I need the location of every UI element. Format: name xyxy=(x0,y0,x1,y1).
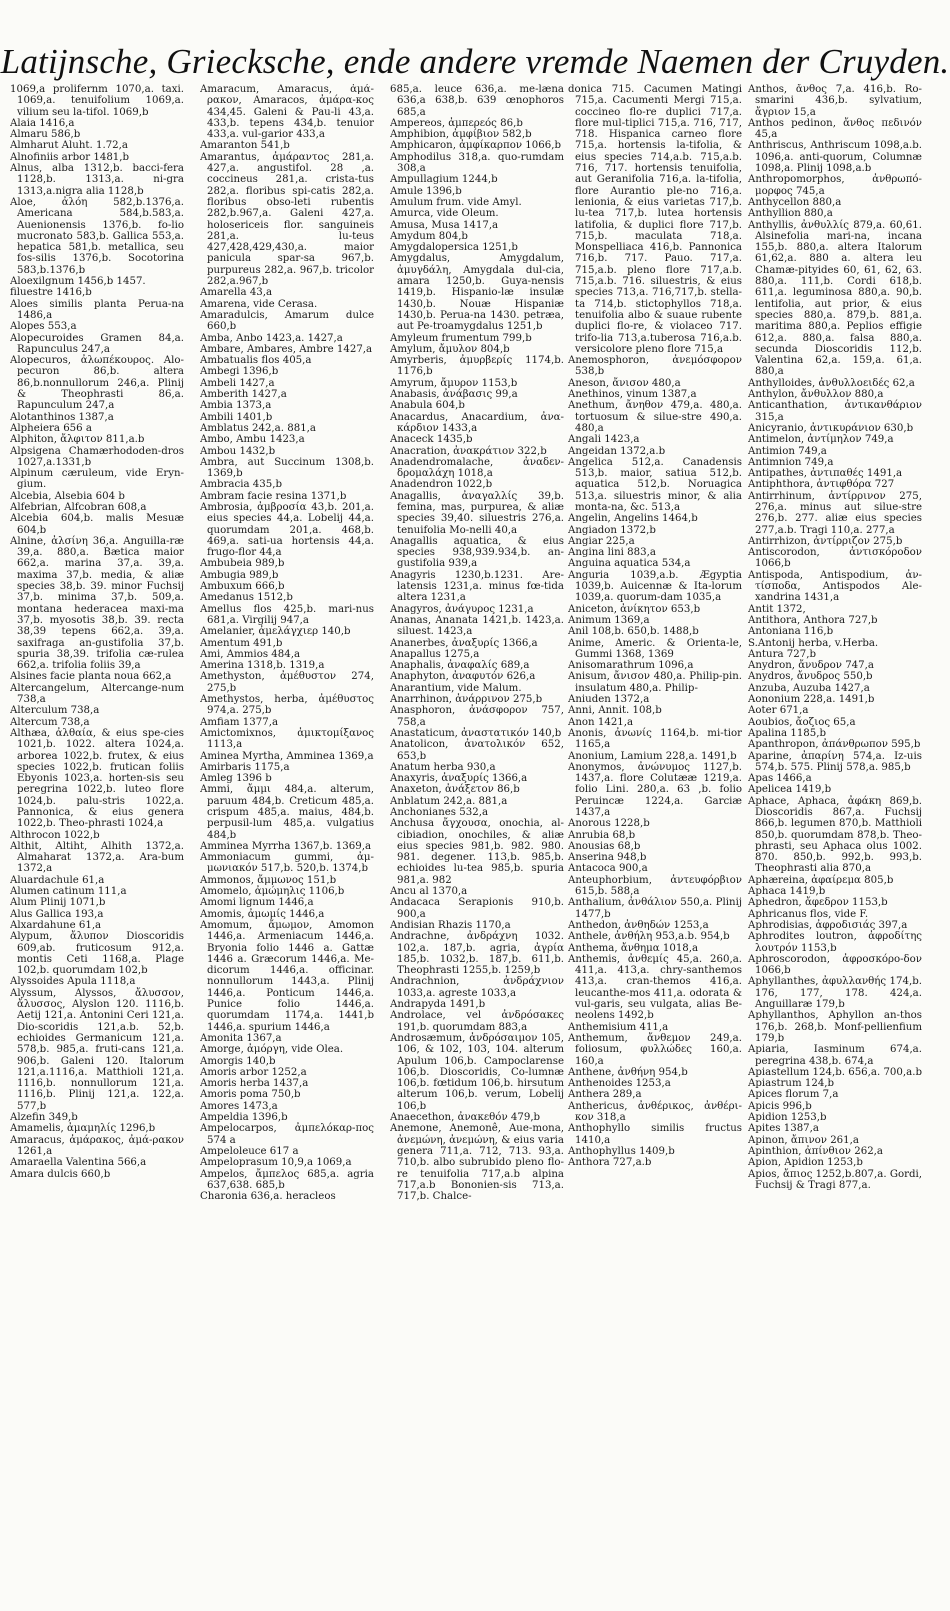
index-entry: Charonia 636,a. heracleos xyxy=(200,1191,336,1203)
index-entry: Alpinum cæruleum, vide Eryn-gium. xyxy=(10,468,184,491)
index-entry: Aniceton, ἀνίκητον 653,b xyxy=(568,603,701,615)
index-entry: Alyssoides Apula 1118,a xyxy=(10,976,136,988)
index-entry: Ambo, Ambu 1423,a xyxy=(200,434,305,446)
index-entry: Anorous 1228,b xyxy=(568,818,650,830)
index-entry: Amfiam 1377,a xyxy=(200,716,279,728)
index-entry: Aphricanus flos, vide F. xyxy=(748,908,869,920)
index-entry: Antimelon, ἀντίμηλον 749,a xyxy=(748,434,894,446)
index-entry: Anrubia 68,b xyxy=(568,829,636,841)
index-entry: Amethyston, ἀμέθυστον 274, 275,b xyxy=(200,671,374,694)
index-entry: Amarella 43,a xyxy=(200,287,273,299)
index-entry: Alfebrian, Alfcobran 608,a xyxy=(10,501,147,513)
index-entry: Aminea Myrtha, Amminea 1369,a xyxy=(200,750,374,762)
index-entry: Aparine, ἀπαρίνη 574,a. Iz-uis 574,b. 575. Plinij 578,a. 985,b xyxy=(748,750,922,773)
index-entry: Aphroscorodon, ἀφροσκόρο-δον 1066,b xyxy=(748,953,922,977)
index-entry: Amentum 491,b xyxy=(200,637,283,649)
index-entry: Amorgis 140,b xyxy=(200,1055,276,1067)
index-entry: Amerina 1318,b. 1319,a xyxy=(200,660,325,672)
index-entry: Antiphthora, ἀντιφθόρα 727 xyxy=(748,479,895,491)
index-entry: Alcebia 604,b. malis Mesuæ 604,b xyxy=(10,513,184,536)
index-entry: Ambatualis flos 405,a xyxy=(200,355,312,367)
index-entry: Antithora, Anthora 727,b xyxy=(748,614,878,626)
index-entry: Amurca, vide Oleum. xyxy=(390,208,499,220)
index-entry: Anaxyris, ἀναξυρίς 1366,a xyxy=(390,773,528,785)
index-entry: Andacaca Serapionis 910,b. 900,a xyxy=(390,897,564,920)
index-entry: 1069,a prolifernm 1070,a. taxi. 1069,a. tenuifolium 1069,a. vilium seu la-tifol. 1069,b xyxy=(10,84,184,118)
index-entry: Anousias 68,b xyxy=(568,840,641,852)
index-entry: Anarantium, vide Malum. xyxy=(390,682,522,694)
index-entry: Alxardahune 61,a xyxy=(10,919,102,931)
index-entry: Anthophyllus 1409,b xyxy=(568,1145,675,1157)
index-entry: donica 715. Cacumen Matingi 715,a. Cacumenti Mergi 715,a. coccineo flo-re duplici 717,a. flore mul-tiplici 715,a. 716, 717, 718. Hispanica carneo flore 715,a. hortensis la-tifolia, & eius species 714,a.b. 715,a.b. 716, 717. hortensis tenuifolia, aut Geranifolia 716,a. la-tifolia, flore Aurantio ple-no 716,a. lenionia, & eius varietas 717,b. lu-tea 717,b. lutea hortensis latifolia, & duplici flore 717,b. 715,b. maculata 718,a. Monspelliaca 416,b. Pannonica 716,b. 717. Pauo. 717,a. 715,a.b. pleno flore 717,a.b. 715,a.b. 716. siluestris, & eius species 713,a. 716,717,b. stella-ta 714,b. stictophyllos 718,a. tenuifolia albo & suaue rubente duplici flo-re, & violaceo 717. trifo-lia 713,a.tuberosa 716,a.b. versicolore pleno flore 715,a xyxy=(568,84,742,355)
index-entry: Alnine, ἀλσίνη 36,a. Anguilla-ræ 39,a. 880,a. Bætica maior 662,a. marina 37,a. 39,a. maxima 37,b. media, & aliæ species 38,b. 39. minor Fuchsij 37,b. minima 37,b. 509,a. montana hederacea maxi-ma 37,b. myosotis 38,b. 39. recta 38,39 tepens 662,a. 39,a. saxifraga an-gustifolia 37,b. spuria 38,39. trifolia cæ-rulea 662,a. trifolia foliis 39,a xyxy=(10,535,184,672)
index-entry: Angina lini 883,a xyxy=(568,547,656,559)
index-entry: Anonymos, ἀνώνυμος 1127,b. 1437,a. flore Colutææ 1219,a. folio Lini. 280,a. 63 ,b. folio Peruincæ 1224,a. Garciæ 1437,a xyxy=(568,761,742,818)
index-entry: Anabasis, ἀνάβασις 99,a xyxy=(390,389,518,401)
index-entry: Aneson, ἄνισον 480,a xyxy=(568,377,681,389)
index-entry: Amphodilus 318,a. quo-rumdam 308,a xyxy=(390,151,564,175)
index-entry: Anil 108,b. 650,b. 1488,b xyxy=(568,626,699,638)
index-entry: Anguria 1039,a.b. Ægyptia 1039,b. Auicennæ & Ita-lorum 1039,a. quorum-dam 1035,a xyxy=(568,569,742,604)
index-entry: Anthenoides 1253,a xyxy=(568,1078,671,1090)
index-entry: Anaxeton, ἀνάξετον 86,b xyxy=(390,784,520,796)
index-entry: Animum 1369,a xyxy=(568,614,650,626)
index-entry: Alpsigena Chamærhododen-dros 1027,a.1331,b xyxy=(10,445,184,468)
index-entry: Anthema, ἄνθημα 1018,a xyxy=(568,942,699,954)
index-entry: Anthophyllo similis fructus 1410,a xyxy=(568,1123,742,1146)
index-entry: Anguina aquatica 534,a xyxy=(568,558,691,570)
index-entry: Anadendromalache, ἀναδεν-δρομαλάχη 1018,a xyxy=(390,456,564,480)
index-entry: Anchusa ἄγχουσα, onochia, al-cibiadion, onochiles, & aliæ eius species 981,b. 982. 980. 981. degener. 113,b. 985,b. echioides lu-tea 985,b. spuria 981,a. 982 xyxy=(390,818,564,886)
index-entry: Anonium, Lamium 228,a. 1491,b xyxy=(568,750,737,762)
index-entry: Aluardachule 61,a xyxy=(10,874,105,886)
index-entry: Amedanus 1512,b xyxy=(200,592,293,604)
index-entry: Amoris herba 1437,a xyxy=(200,1078,309,1090)
index-entry: Anthos pedinon, ἄνθος πεδινόν 45,a xyxy=(748,117,922,141)
index-entry: Antipathes, ἀντιπαθές 1491,a xyxy=(748,468,903,480)
index-entry: Angiar 225,a xyxy=(568,535,635,547)
index-entry: Amictomixnos, ἀμικτομίξανος 1113,a xyxy=(200,727,374,751)
index-entry: Althit, Altiht, Alhith 1372,a. Almaharat 1372,a. Ara-bum 1372,a xyxy=(10,840,184,875)
index-entry: Aloes similis planta Perua-na 1486,a xyxy=(10,298,184,321)
index-entry: Apanthropon, ἀπάνθρωπον 595,b xyxy=(748,739,921,751)
index-entry: Ampelocarpos, ἀμπελόκαρ-πος 574 a xyxy=(200,1123,374,1146)
index-entry: Anthemisium 411,a xyxy=(568,1021,669,1033)
index-entry: Angali 1423,a xyxy=(568,434,640,446)
index-entry: Apiastrum 124,b xyxy=(748,1078,835,1090)
index-entry: Amoris poma 750,b xyxy=(200,1089,301,1101)
index-entry: Anacration, ἀνακράτιον 322,b xyxy=(390,445,547,457)
index-entry: Anserina 948,b xyxy=(568,852,647,864)
index-entry: Amygdalopersica 1251,b xyxy=(390,242,518,254)
index-entry: Anthylloides, ἀνθυλλοειδές 62,a xyxy=(748,377,915,389)
index-entry: Amaracus, ἀμάρακος, ἀμά-ρακον 1261,a xyxy=(10,1134,184,1157)
index-entry: Anydros, ἄνυδρος 550,b xyxy=(748,671,873,683)
index-entry: Ambram facie resina 1371,b xyxy=(200,490,347,502)
index-entry: Apiastellum 124,b. 656,a. 700,a.b xyxy=(748,1066,922,1078)
index-entry: Ananas, Ananata 1421,b. 1423,a. siluest. 1423,a xyxy=(390,614,564,638)
index-entry: Apicis 996,b xyxy=(748,1100,812,1112)
index-entry: Amirbaris 1175,a xyxy=(200,761,290,773)
index-entry: Ambuxum 666,b xyxy=(200,581,285,593)
index-entry: Anthos, ἄνθος 7,a. 416,b. Ro-smarini 436,b. sylvatium, ἄγριον 15,a xyxy=(748,84,922,118)
index-entry: Amomi lignum 1446,a xyxy=(200,897,314,909)
index-entry: Antiscorodon, ἀντισκόροδον 1066,b xyxy=(748,547,922,570)
index-entry: Amblatus 242,a. 881,a xyxy=(200,422,316,434)
index-entry: Amamelis, ἀμαμηλίς 1296,b xyxy=(10,1123,156,1135)
index-entry: Alopes 553,a xyxy=(10,321,77,333)
index-entry: Amomelo, ἀμώμηλις 1106,b xyxy=(200,886,345,898)
index-column xyxy=(568,84,742,1602)
index-entry: Anaceck 1435,b xyxy=(390,434,473,446)
index-entry: Angiadon 1372,b xyxy=(568,524,656,536)
index-entry: Althrocon 1022,b xyxy=(10,829,100,841)
index-entry: Aoter 671,a xyxy=(748,705,809,717)
index-entry: Amleg 1396 b xyxy=(200,773,272,785)
index-entry: Alopecuroides Gramen 84,a. Rapunculus 247,a xyxy=(10,332,184,355)
index-entry: Alnus, alba 1312,b. bacci-fera 1128,b. 1313,a. ni-gra 1313,a.nigra alia 1128,b xyxy=(10,163,184,197)
index-entry: Ambubeia 989,b xyxy=(200,558,285,570)
index-entry: Anydron, ἄνυδρον 747,a xyxy=(748,660,874,672)
index-entry: Alpheiera 656 a xyxy=(10,422,92,434)
index-entry: Amule 1396,b xyxy=(390,185,462,197)
index-entry: Ammonos, ἄμμωνος 151,b xyxy=(200,874,337,886)
index-entry: Alyssum, Alyssos, ἄλυσσον, ἄλυσσος, Alyslon 120. 1116,b. Aetij 121,a. Antonini Ceri 121,a. Dio-scoridis 121,a.b. 52,b. echioides Germanicum 121,a. 578,b. 985,a. fruti-cans 121,a. 906,b. Galeni 120. Italorum 121,a.1116,a. Matthioli 121,a. 1116,b. nonnullorum 121,a. 1116,b. Plinij 121,a. 122,a. 577,b xyxy=(10,987,184,1112)
index-entry: Amaranton 541,b xyxy=(200,140,290,152)
index-entry: Amethystos, herba, ἀμέθυστος 974,a. 275,b xyxy=(200,694,374,717)
index-entry: Alterculum 738,a xyxy=(10,705,100,717)
index-entry: Anthemum, ἄνθεμον 249,a. foliosum, φυλλώδες 160,a. 160,a xyxy=(568,1032,742,1067)
index-entry: Apelicea 1419,b xyxy=(748,784,832,796)
index-entry: Andrapyda 1491,b xyxy=(390,999,486,1011)
index-entry: Anthora 727,a.b xyxy=(568,1157,652,1169)
index-entry: Anthemis, ἀνθεμίς 45,a. 260,a. 411,a. 413,a. chry-santhemos 413,a. cran-themos 416,a. leucanthe-mos 411,a. odorata & vul-garis, seu vulgata, alias Be-neolens 1492,b xyxy=(568,953,742,1022)
index-entry: Anthycellon 880,a xyxy=(748,196,842,208)
index-entry: Anethum, ἄνηθον 479,a. 480,a. tortuosum & silue-stre 490,a. 480,a xyxy=(568,400,742,434)
index-entry: Amomum, ἄμωμον, Amomon 1446,a. Armeniacum 1446,a. Bryonia folio 1446 a. Gattæ 1446 a. Græcorum 1446,a. Me-dicorum 1446,a. officinar. nonnullorum 1443,a. Plinij 1446,a. Ponticum 1446,a. Punice folio 1446,a. quorumdam 1174,a. 1441,b 1446,a. spurium 1446,a xyxy=(200,919,374,1033)
index-entry: Amaracum, Amaracus, ἀμά-ρακον, Amaracos, ἀμάρα-κος 434,45. Galeni & Pau-li 43,a. 433,b. tepens 434,b. tenuior 433,a. vul-garior 433,a xyxy=(200,84,374,141)
index-entry: Ampereos, ἀμπερεός 86,b xyxy=(390,117,523,129)
index-entry: Aphrodisias, ἀφροδισιάς 397,a xyxy=(748,919,908,931)
index-entry: Almaru 586,b xyxy=(10,129,81,141)
index-entry: Ampelos, ἄμπελος 685,a. agria 637,638. 685,b xyxy=(200,1168,374,1191)
index-entry: Amydum 804,b xyxy=(390,230,468,242)
index-entry: Aloe, ἀλόη 582,b.1376,a. Americana 584,b.583,a. Auenionensis 1376,b. fo-lio mucronato 583,b. Gallica 553,a. hepatica 581,b. metallica, seu fos-silis 1376,b. Socotorina 583,b.1376,b xyxy=(10,196,184,276)
index-entry: Ambugia 989,b xyxy=(200,569,279,581)
index-entry: Alus Gallica 193,a xyxy=(10,908,104,920)
index-entry: Anon 1421,a xyxy=(568,716,634,728)
index-entry: Ambegi 1396,b xyxy=(200,366,279,378)
index-entry: Anthyllion 880,a xyxy=(748,208,833,220)
index-entry: Ambare, Ambares, Ambre 1427,a xyxy=(200,343,373,355)
index-entry: Androlace, vel ἀνδρόσακες 191,b. quorumdam 883,a xyxy=(390,1010,564,1033)
index-entry: Alnofiniis arbor 1481,b xyxy=(10,151,130,163)
index-entry: Apites 1387,a xyxy=(748,1123,819,1135)
index-entry: Aononium 228,a. 1491,b xyxy=(748,694,875,706)
index-entry: Anemosphoron, ἀνεμόσφορον 538,b xyxy=(568,355,742,378)
index-entry: Ambrosia, ἀμβροσία 43,b. 201,a. eius species 44,a. Lobelij 44,a. quorumdam 201,a. 468,b. 469,a. sati-ua hortensis 44,a. frugo-flor 44,a xyxy=(200,501,374,559)
index-entry: Anarrhinon, ἀνάρρινον 275,b xyxy=(390,694,543,706)
index-entry: filuestre 1416,b xyxy=(10,287,92,299)
index-entry: Anonis, ἀνωνίς 1164,b. mi-tior 1165,a xyxy=(568,727,742,751)
index-entry: Amylum, ἄμυλον 804,b xyxy=(390,343,510,355)
index-entry: Anagallis aquatica, & eius species 938,939.934,b. an-gustifolia 939,a xyxy=(390,535,564,570)
index-entry: Amarantus, ἀμάραντος 281,a. 427,a. angustifol. 28 ,a. coccineus 281,a. crista-tus 282,a. floribus spi-catis 282,a. floribus obso-leti rubentis 282,b.967,a. Galeni 427,a. holosericeis flor. sanguineis 281,a. lu-teus 427,428,429,430,a. maior panicula spar-sa 967,b. purpureus 282,a. 967,b. tricolor 282,a.967,b xyxy=(200,151,374,288)
index-entry: Aoubios, ἄοζιος 65,a xyxy=(748,716,856,728)
index-entry: Amelanier, ἀμελάγχιερ 140,b xyxy=(200,626,351,638)
index-entry: Amba, Anbo 1423,a. 1427,a xyxy=(200,332,343,344)
index-entry: Anicyranio, ἀντικυράνιον 630,b xyxy=(748,422,914,434)
index-entry: Anemone, Anemonê, Aue-mona, ἀνεμώνη, ἀνεμώνη, & eius varia genera 711,a. 712, 713. 93,a. 710,b. albo subrubido pleno flo-re tenuifolia 717,a.b alpina 717,a.b Bononien-sis 713,a. 717,b. Chalce- xyxy=(390,1123,564,1203)
index-entry: Aphace, Aphaca, ἀφάκη 869,b. Dioscoridis 867,a. Fuchsij 866,b. legumen 870,b. Matthioli 850,b. quorumdam 878,b. Theo-phrasti, seu Aphaca olus 1002. 870. 850,b. 992,b. 993,b. Theophrasti alia 870,a xyxy=(748,795,922,875)
index-entry: Ambou 1432,b xyxy=(200,445,276,457)
index-entry: Anisum, ἄνισον 480,a. Philip-pin. insulatum 480,a. Philip- xyxy=(568,671,742,694)
index-entry: Amusa, Musa 1417,a xyxy=(390,219,499,231)
index-entry: Aniuden 1372,a xyxy=(568,694,650,706)
index-entry: Anthyllis, ἀνθυλλίς 879,a. 60,61. Alsinefolia mari-na, incana 155,b. 880,a. altera Italorum 61,62,a. 880 a. altera leu Chamæ-pityides 60, 61, 62, 63. 880,a. 111,b. Cordi 618,b. 611,a. leguminosa 880,a. 90,b. lentifolia, aut prior, & eius species 880,a. 879,b. 881,a. maritima 880,a. Peplios effigie 612,a. 880,a. falsa 880,a. secunda Dioscoridis 112,b. Valentina 62,a. 159,a. 61,a. 880,a xyxy=(748,219,922,378)
index-entry: Aphedron, ἄφεδρον 1153,b xyxy=(748,897,888,909)
index-entry: Altercum 738,a xyxy=(10,716,90,728)
index-entry: Andisian Rhazis 1170,a xyxy=(390,919,511,931)
index-column xyxy=(748,84,922,1602)
index-entry: Amyrberis, ἀμυρβερίς 1174,b. 1176,b xyxy=(390,355,564,378)
index-entry: Ambeli 1427,a xyxy=(200,377,275,389)
index-entry: Ampeldia 1396,b xyxy=(200,1112,288,1124)
index-entry: Angelin, Angelins 1464,b xyxy=(568,513,698,525)
index-entry: Amorge, ἀμόργη, vide Olea. xyxy=(200,1044,344,1056)
index-entry: Almharut Aluht. 1.72,a xyxy=(10,140,128,152)
index-entry: Althæa, ἀλθαία, & eius spe-cies 1021,b. 1022. altera 1024,a. arborea 1022,b. frutex, & eius species 1022,b. frutican foliis Ebyonis 1023,a. horten-sis seu peregrina 1022,b. luteo flore 1024,b. palu-stris 1022,a. Pannonica, & eius genera 1022,b. Theo-phrasti 1024,a xyxy=(10,727,184,830)
index-entry: Anthele, ἀνθήλη 953,a.b. 954,b xyxy=(568,931,730,943)
index-entry: Alzefin 349,b xyxy=(10,1112,78,1124)
index-column xyxy=(200,84,374,1602)
index-entry: Amygdalus, Amygdalum, ἀμυγδάλη, Amygdala dul-cia, amara 1250,b. Guya-nensis 1419,b. Hispanio-læ insulæ 1430,b. Nouæ Hispaniæ 1430,b. Perua-na 1430. petræa, aut Pe-troamygdalus 1251,b xyxy=(390,253,564,333)
index-entry: Anatum herba 930,a xyxy=(390,761,496,773)
index-entry: Ancu al 1370,a xyxy=(390,886,468,898)
index-entry: Apinthion, ἀπίνθιον 262,a xyxy=(748,1145,883,1157)
index-entry: Alcebia, Alsebia 604 b xyxy=(10,490,125,502)
index-entry: Andrachne, ἀνδράχνη 1032. 102,a. 187,b. agria, ἀγρία 185,b. 1032,b. 187,b. 611,b. Theophrasti 1255,b. 1259,b xyxy=(390,931,564,977)
index-entry: Ambra, aut Succinum 1308,b. 1369,b xyxy=(200,456,374,480)
index-entry: Ambia 1373,a xyxy=(200,400,272,412)
index-entry: Amminea Myrrha 1367,b. 1369,a xyxy=(200,840,372,852)
index-entry: Ami, Ammios 484,a xyxy=(200,648,301,660)
index-entry: Anapallus 1275,a xyxy=(390,648,480,660)
index-entry: Aphyllanthes, ἀφυλλανθής 174,b. 176, 177, 178. 424,a. Anguillaræ 179,b xyxy=(748,976,922,1011)
index-entry: Amonita 1367,a xyxy=(200,1032,282,1044)
index-entry: Angelica 512,a. Canadensis 513,b. maior, satiua 512,b. aquatica 512,b. Noruagica 513,a. siluestris minor, & alia monta-na, &c. 513,a xyxy=(568,456,742,513)
index-entry: Anadendron 1022,b xyxy=(390,479,493,491)
index-entry: Anethinos, vinum 1387,a xyxy=(568,389,697,401)
index-entry: Anagallis, ἀναγαλλίς 39,b. femina, mas, purpurea, & aliæ species 39,40. siluestris 276,a. tenuifolia Mo-nelli 40,a xyxy=(390,490,564,536)
index-entry: Anthericus, ἀνθέρικος, ἀνθέρι-κον 318,a xyxy=(568,1100,742,1124)
index-entry: Apalina 1185,b xyxy=(748,727,827,739)
index-entry: Amulum frum. vide Amyl. xyxy=(390,196,522,208)
index-entry: Alypum, ἄλυπον Dioscoridis 609,ab. fruticosum 912,a. montis Ceti 1168,a. Plage 102,b. quorumdam 102,b xyxy=(10,931,184,977)
index-entry: Aphaca 1419,b xyxy=(748,886,826,898)
index-entry: Amphicaron, ἀμφίκαρπον 1066,b xyxy=(390,140,561,152)
index-entry: Apios, ἄπιος 1252,b.807,a. Gordi, Fuchsij & Tragi 877,a. xyxy=(748,1168,922,1191)
index-entry: Anaphyton, ἀναφυτόν 626,a xyxy=(390,671,536,683)
index-entry: Ampeloleuce 617 a xyxy=(200,1145,299,1157)
index-entry: Alphiton, ἄλφιτον 811,a.b xyxy=(10,434,145,446)
index-entry: Apas 1466,a xyxy=(748,773,812,785)
page-title: Latijnsche, Griecksche, ende andere vremde Naemen der Cruyden. xyxy=(0,42,950,81)
index-entry: Aphrodites loutron, ἀφροδίτης λουτρόν 1153,b xyxy=(748,931,922,954)
index-entry: Aloexilgnum 1456,b 1457. xyxy=(10,276,146,288)
index-entry: Ananerbes, ἀναξυρίς 1366,a xyxy=(390,637,538,649)
index-entry: Anabula 604,b xyxy=(390,400,465,412)
index-entry: Andrachnion, ἀνδράχνιον 1033,a. agreste 1033,a xyxy=(390,976,564,999)
index-entry: Amarena, vide Cerasa. xyxy=(200,298,318,310)
index-entry: Anteuphorbium, ἀντευφόρβιον 615,b. 588,a xyxy=(568,874,742,898)
index-entry: Anagyros, ἀνάγυρος 1231,a xyxy=(390,603,534,615)
index-entry: Alumen catinum 111,a xyxy=(10,886,127,898)
index-entry: Amores 1473,a xyxy=(200,1100,278,1112)
index-entry: Antimnion 749,a xyxy=(748,456,834,468)
index-entry: Amaraella Valentina 566,a xyxy=(10,1157,147,1169)
index-entry: Amberith 1427,a xyxy=(200,389,287,401)
index-entry: Apiaria, Iasminum 674,a. peregrina 438,b. 674,a xyxy=(748,1044,922,1067)
index-entry: Amphibion, ἀμφίβιον 582,b xyxy=(390,129,532,141)
index-entry: Ampeloprasum 10,9,a 1069,a xyxy=(200,1157,352,1169)
index-entry: Amellus flos 425,b. mari-nus 681,a. Virgilij 947,a xyxy=(200,603,374,626)
index-entry: Ampullagium 1244,b xyxy=(390,174,498,186)
index-entry: Anchonianes 532,a xyxy=(390,807,489,818)
index-entry: Alum Plinij 1071,b xyxy=(10,897,106,909)
index-entry: Anthedon, ἀνθηδών 1253,a xyxy=(568,919,709,931)
index-column xyxy=(10,84,184,1602)
index-entry: Alotanthinos 1387,a xyxy=(10,411,114,423)
index-entry: Anisomarathrum 1096,a xyxy=(568,660,694,672)
index-entry: Apion, Apidion 1253,b xyxy=(748,1157,863,1169)
index-entry: Aphyllanthos, Aphyllon an-thos 176,b. 268,b. Monf-pellienfium 179,b xyxy=(748,1010,922,1044)
index-entry: Alaia 1416,a xyxy=(10,117,75,129)
index-entry: Alsines facie planta noua 662,a xyxy=(10,671,172,683)
index-entry: Anthriscus, Anthriscum 1098,a.b. 1096,a. anti-quorum, Columnæ 1098,a. Plinij 1098,a.b xyxy=(748,140,922,175)
index-entry: Anagyris 1230,b.1231. Are-latensis 1231,a. minus fœ-tida altera 1231,a xyxy=(390,569,564,604)
index-entry: Anzuba, Auzuba 1427,a xyxy=(748,682,870,694)
index-column xyxy=(390,84,564,1602)
index-entry: Antispoda, Antispodium, ἀν-τίσποδα, Antispodos Ale-xandrina 1431,a xyxy=(748,569,922,604)
index-entry: Apidion 1253,b xyxy=(748,1112,827,1124)
index-entry: Anticanthation, ἀντικανθάριον 315,a xyxy=(748,400,922,423)
index-entry: Anaecethon, ἀνακεθόν 479,b xyxy=(390,1112,541,1124)
index-entry: Antacoca 900,a xyxy=(568,863,648,875)
index-entry: S.Antonij herba, v.Herba. xyxy=(748,637,879,649)
index-entry: Amomis, ἀμωμίς 1446,a xyxy=(200,908,325,920)
index-entry: Anastaticum, ἀναστατικόν 140,b xyxy=(390,727,562,739)
index-entry: Ambracia 435,b xyxy=(200,479,282,491)
index-entry: Anasphoron, ἀνάσφορον 757, 758,a xyxy=(390,705,564,728)
index-entry: Anni, Annit. 108,b xyxy=(568,705,662,717)
index-entry: Apinon, ἄπινον 261,a xyxy=(748,1134,859,1146)
index-entry: Anblatum 242,a. 881,a xyxy=(390,795,508,807)
index-entry: Amyleum frumentum 799,b xyxy=(390,332,532,344)
index-entry: Anatolicon, ἀνατολικόν 652, 653,b xyxy=(390,739,564,762)
index-entry: Anthene, ἀνθήνη 954,b xyxy=(568,1066,688,1078)
index-entry: Antit 1372, xyxy=(748,603,806,615)
index-entry: Alopecuros, ἀλωπέκουρος. Alo-pecuron 86,b. altera 86,b.nonnullorum 246,a. Plinij & Theophrasti 86,a. Rapunculum 247,a xyxy=(10,355,184,412)
index-entry: Ambili 1401,b xyxy=(200,411,273,423)
index-entry: Anaphalis, ἀναφαλίς 689,a xyxy=(390,660,530,672)
index-entry: Antura 727,b xyxy=(748,648,816,660)
index-entry: Apices florum 7,a xyxy=(748,1089,839,1101)
index-entry: Ammi, ἄμμι 484,a. alterum, paruum 484,b. Creticum 485,a. crispum 485,a. maius, 484,b. perpusil-lum 485,a. vulgatius 484,b xyxy=(200,784,374,841)
index-entry: Anthropomorphos, ἀνθρωπό-μορφος 745,a xyxy=(748,174,922,197)
index-entry: Angeidan 1372,a.b xyxy=(568,445,666,457)
index-entry: Anthera 289,a xyxy=(568,1089,642,1101)
index-entry: Anacardus, Anacardium, ἀνα-κάρδιον 1433,a xyxy=(390,411,564,434)
index-entry: Ammoniacum gummi, ἀμ-μωνιακόν 517,b. 520,b. 1374,b xyxy=(200,852,374,875)
index-entry: Amara dulcis 660,b xyxy=(10,1168,111,1180)
index-entry: Antirrhinum, ἀντίρρινον 275, 276,a. minus aut silue-stre 276,b. 277. aliæ eius species 277,a.b. Tragi 110,a. 277,a xyxy=(748,490,922,536)
index-entry: Amaradulcis, Amarum dulce 660,b xyxy=(200,309,374,333)
index-entry: 685,a. leuce 636,a. me-læna 636,a 638,b. 639 œnophoros 685,a xyxy=(390,84,564,118)
index-entry: Altercangelum, Altercange-num 738,a xyxy=(10,682,184,706)
index-columns xyxy=(10,84,940,1602)
index-entry: Amyrum, ἄμυρον 1153,b xyxy=(390,377,518,389)
index-entry: Antimion 749,a xyxy=(748,445,827,457)
index-entry: Androsæmum, ἀνδρόσαιμον 105, 106, & 102, 103, 104. alterum Apulum 106,b. Campoclarense 106,b. Dioscoridis, Co-lumnæ 106,b. fœtidum 106,b. hirsutum alterum 106,b. verum, Lobelij 106,b xyxy=(390,1032,564,1112)
index-entry: Amoris arbor 1252,a xyxy=(200,1066,307,1078)
index-entry: Anime, Americ. & Orienta-le, Gummi 1368, 1369 xyxy=(568,637,742,660)
index-entry: Aphæreina, ἀφαίρεμα 805,b xyxy=(748,874,894,886)
index-entry: Antirrhizon, ἀντίρριζον 275,b xyxy=(748,535,903,547)
index-entry: Antoniana 116,b xyxy=(748,626,834,638)
index-entry: Anthylon, ἄνθυλλον 880,a xyxy=(748,389,884,401)
index-entry: Anthalium, ἀνθάλιον 550,a. Plinij 1477,b xyxy=(568,897,742,920)
